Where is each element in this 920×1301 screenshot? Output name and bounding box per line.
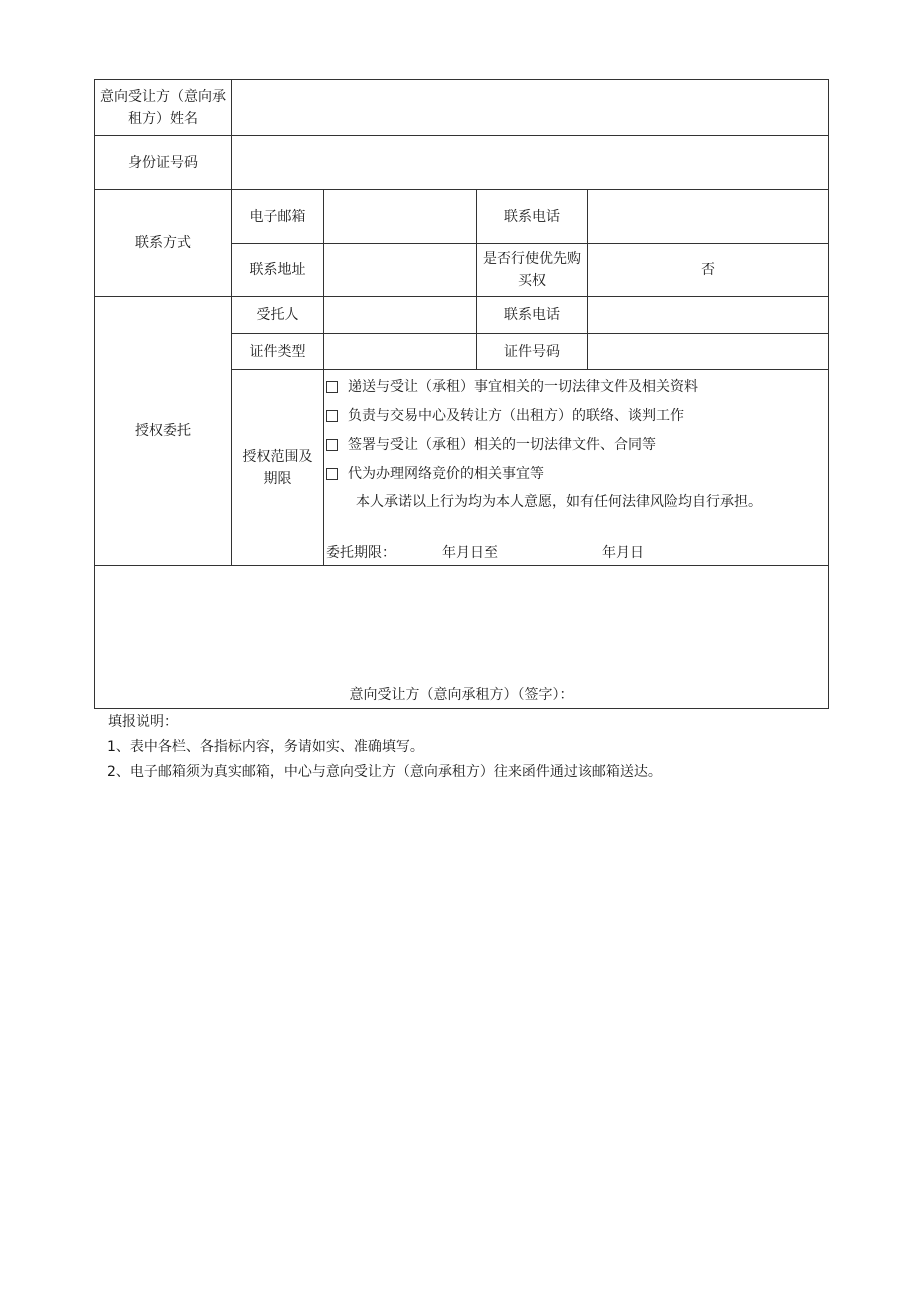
checkbox-icon[interactable] — [326, 410, 338, 422]
name-value-cell[interactable] — [232, 80, 829, 136]
scope-content — [324, 370, 829, 566]
id-number-label: 身份证号码 — [95, 136, 232, 190]
cert-type-label: 证件类型 — [232, 334, 324, 370]
cert-number-value-cell[interactable] — [588, 334, 829, 370]
notes-title: 填报说明： — [108, 714, 178, 730]
agent-value-cell[interactable] — [324, 297, 477, 334]
cert-type-value-cell[interactable] — [324, 334, 477, 370]
period-to[interactable]: 年月日 — [602, 545, 644, 561]
agent-label: 受托人 — [232, 297, 324, 334]
scope-item[interactable] — [326, 372, 826, 401]
cert-number-label: 证件号码 — [477, 334, 588, 370]
period-label: 委托期限： — [326, 545, 396, 561]
application-form — [94, 79, 828, 709]
agent-phone-label: 联系电话 — [477, 297, 588, 334]
email-label: 电子邮箱 — [232, 190, 324, 244]
scope-item[interactable] — [326, 459, 826, 488]
checkbox-icon[interactable] — [326, 439, 338, 451]
scope-item-text: 递送与受让（承租）事宜相关的一切法律文件及相关资料 — [348, 378, 698, 395]
scope-item[interactable] — [326, 430, 826, 459]
scope-item-text: 代为办理网络竞价的相关事宜等 — [348, 465, 544, 482]
agent-phone-value-cell[interactable] — [588, 297, 829, 334]
scope-item-text: 签署与受让（承租）相关的一切法律文件、合同等 — [348, 436, 656, 453]
preemptive-value: 否 — [588, 244, 829, 297]
form-table — [94, 79, 829, 709]
preemptive-label: 是否行使优先购买权 — [477, 244, 588, 297]
filling-notes — [108, 710, 662, 785]
checkbox-icon[interactable] — [326, 468, 338, 480]
period-row — [326, 542, 826, 564]
pledge-statement: 本人承诺以上行为均为本人意愿，如有任何法律风险均自行承担。 — [356, 494, 762, 510]
note-item: 1、表中各栏、各指标内容，务请如实、准确填写。 — [107, 739, 424, 755]
phone-value-cell[interactable] — [588, 190, 829, 244]
period-from[interactable]: 年月日至 — [442, 545, 498, 561]
checkbox-icon[interactable] — [326, 381, 338, 393]
scope-label: 授权范围及期限 — [232, 370, 324, 566]
address-value-cell[interactable] — [324, 244, 477, 297]
scope-item-text: 负责与交易中心及转让方（出租方）的联络、谈判工作 — [348, 407, 684, 424]
signature-cell[interactable] — [95, 566, 829, 709]
contact-label: 联系方式 — [95, 190, 232, 297]
name-label: 意向受让方（意向承租方）姓名 — [95, 80, 232, 136]
scope-item[interactable] — [326, 401, 826, 430]
address-label: 联系地址 — [232, 244, 324, 297]
authorization-label: 授权委托 — [95, 297, 232, 566]
note-item: 2、电子邮箱须为真实邮箱，中心与意向受让方（意向承租方）往来函件通过该邮箱送达。 — [107, 764, 662, 780]
id-number-value-cell[interactable] — [232, 136, 829, 190]
phone-label: 联系电话 — [477, 190, 588, 244]
signature-label: 意向受让方（意向承租方）（签字）： — [349, 687, 574, 703]
email-value-cell[interactable] — [324, 190, 477, 244]
